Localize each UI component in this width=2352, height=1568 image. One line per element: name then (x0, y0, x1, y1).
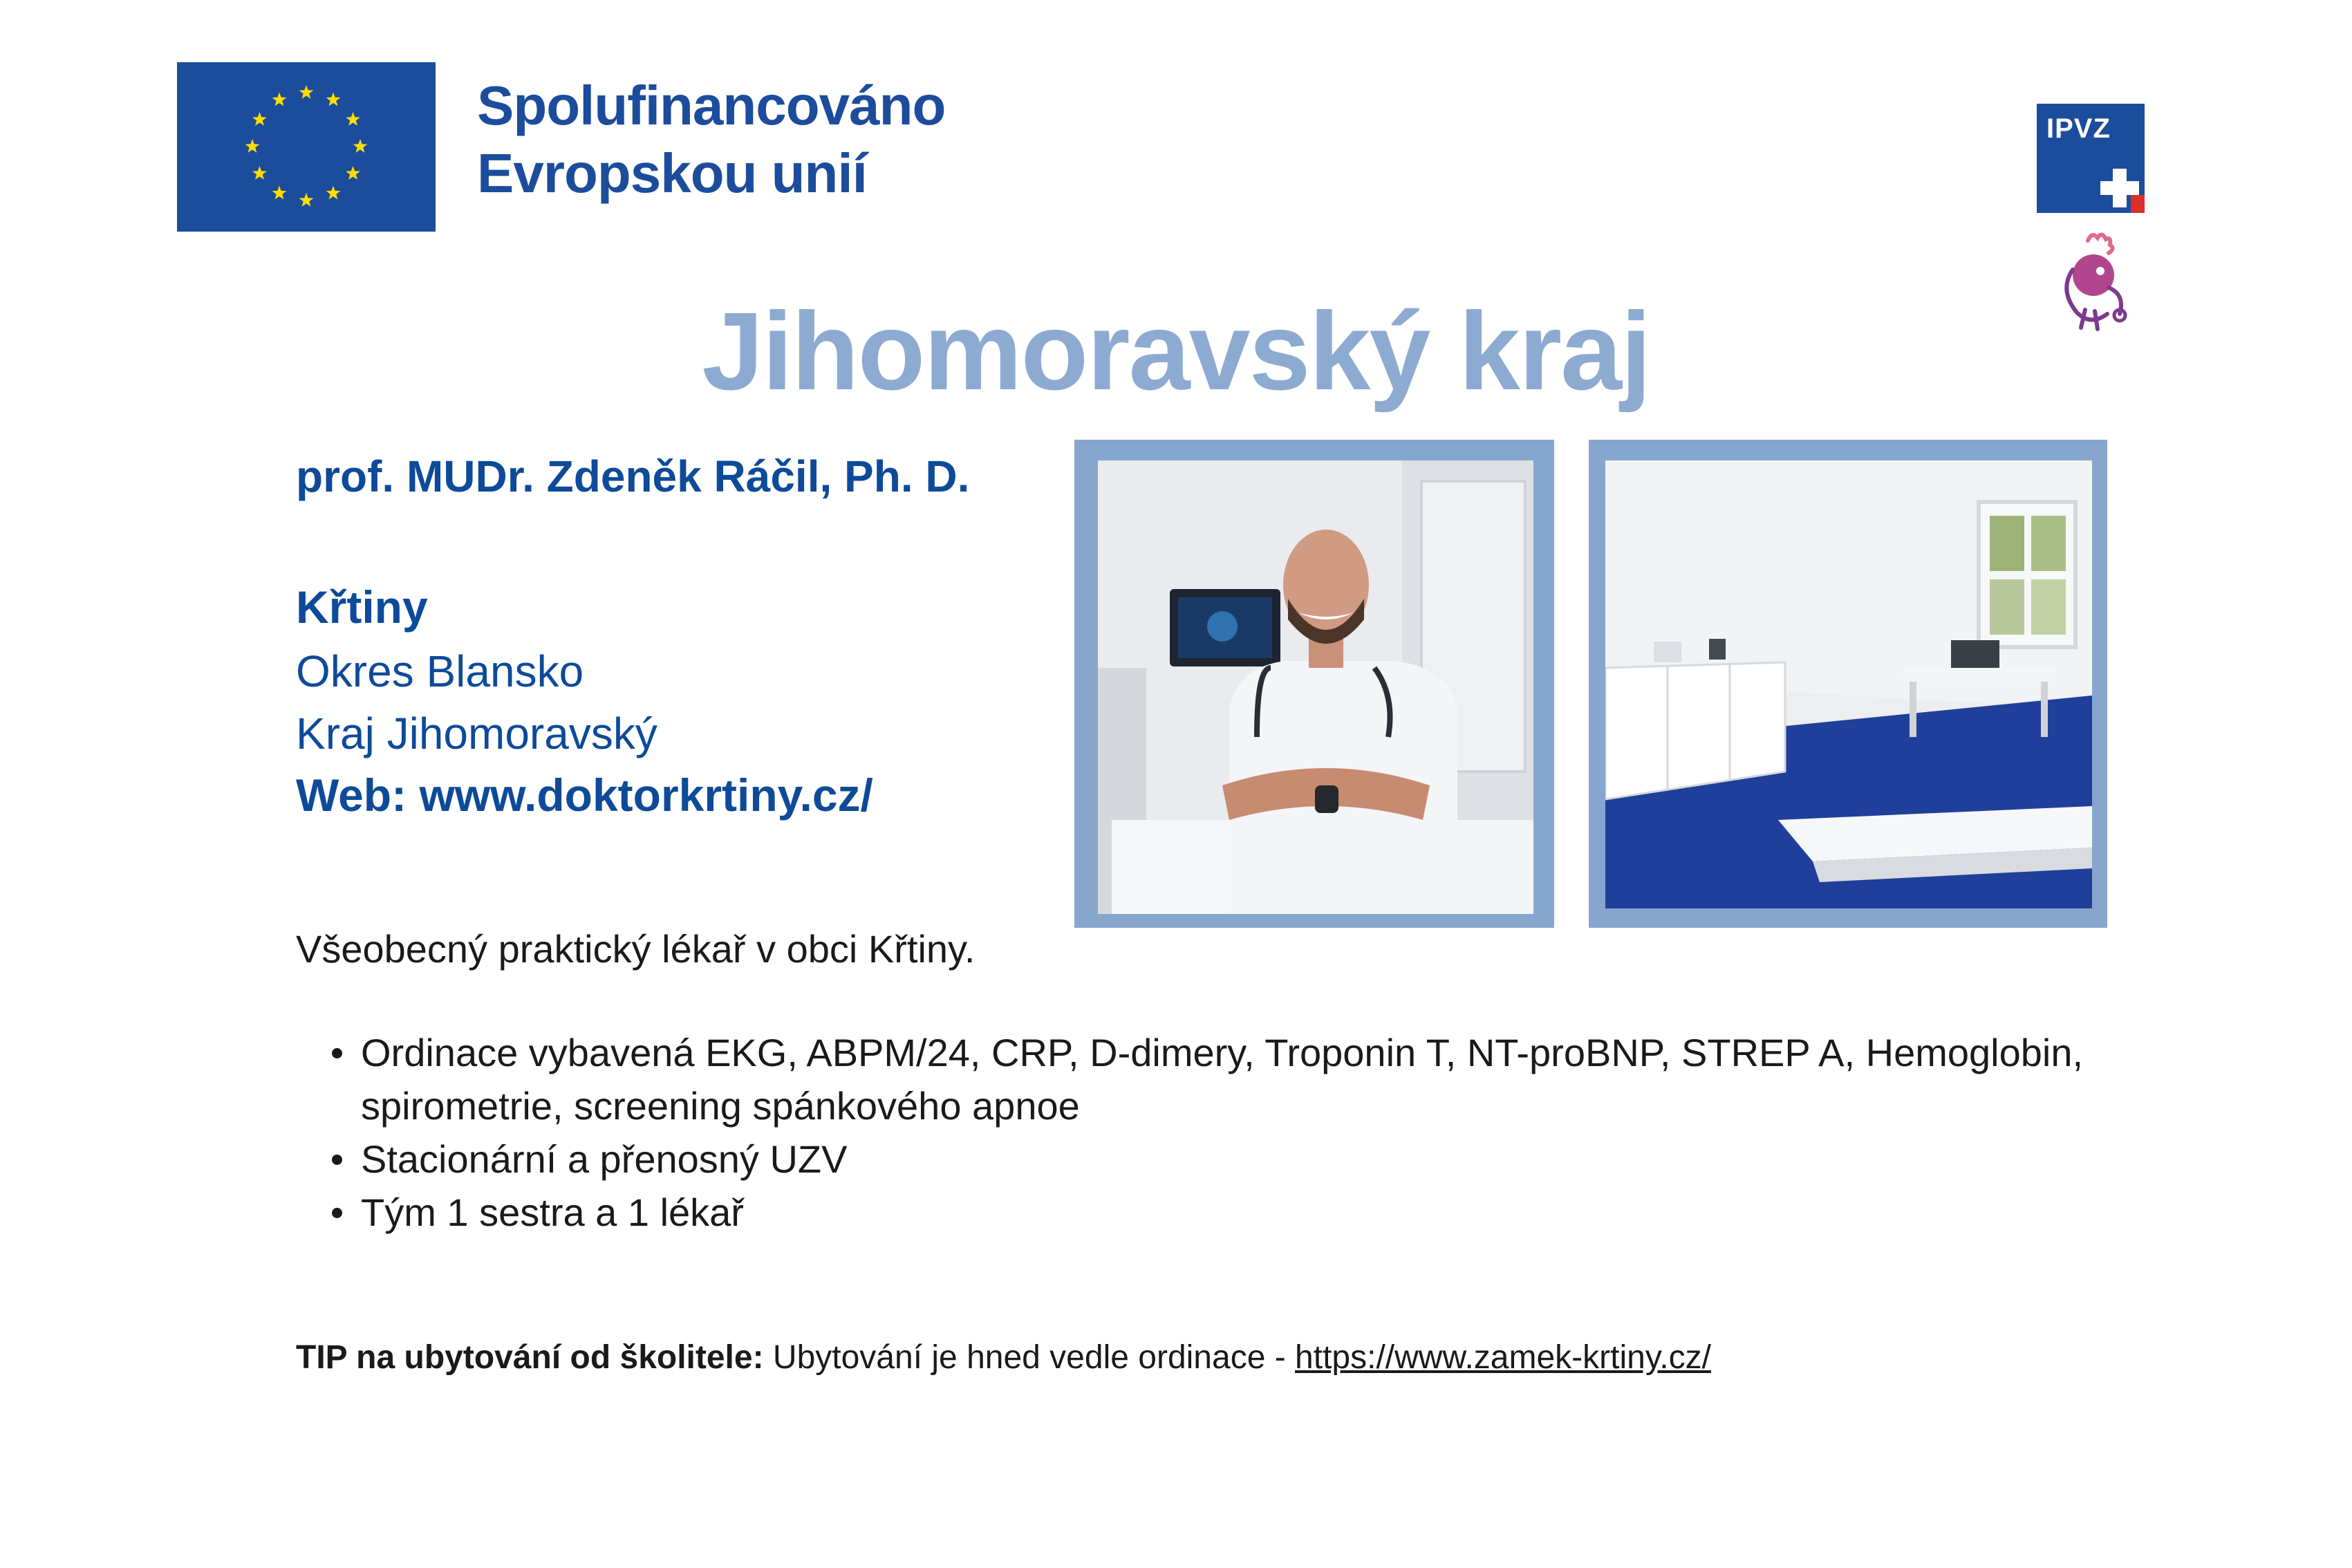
ipvz-logo-icon (2037, 104, 2145, 213)
feature-item: Ordinace vybavená EKG, ABPM/24, CRP, D-dimery, Troponin T, NT-proBNP, STREP A, Hemoglobin, spirometrie, screening spánkového apnoe (325, 1026, 2122, 1132)
doctor-name: prof. MUDr. Zdeněk Ráčil, Ph. D. (296, 451, 970, 501)
place-name: Křtiny (296, 581, 428, 633)
region: Kraj Jihomoravský (296, 709, 657, 758)
website-link[interactable]: Web: www.doktorkrtiny.cz/ (296, 769, 873, 821)
eu-line-1: Spolufinancováno (477, 75, 946, 136)
eu-line-2: Evropskou unií (477, 142, 867, 204)
ipvz-logo-text: IPVZ (2046, 113, 2111, 144)
doctor-photo (1098, 460, 1533, 914)
eu-flag-icon (177, 62, 436, 232)
feature-list (325, 1026, 2122, 1239)
description: Všeobecný praktický lékař v obci Křtiny. (296, 927, 976, 971)
feature-item: Tým 1 sestra a 1 lékař (325, 1186, 2122, 1239)
tip-label: TIP na ubytování od školitele: (296, 1339, 764, 1376)
accommodation-link[interactable]: https://www.zamek-krtiny.cz/ (1295, 1339, 1711, 1376)
doctor-photo-frame (1074, 440, 1554, 928)
office-photo-frame (1589, 440, 2107, 928)
feature-item: Stacionární a přenosný UZV (325, 1132, 2122, 1186)
district: Okres Blansko (296, 646, 584, 696)
eu-cofinancing-text (477, 72, 945, 207)
page-title: Jihomoravský kraj (702, 289, 1650, 413)
tip-text: Ubytování je hned vedle ordinace - (763, 1339, 1296, 1376)
office-photo (1605, 460, 2092, 908)
accommodation-tip (296, 1338, 1711, 1376)
